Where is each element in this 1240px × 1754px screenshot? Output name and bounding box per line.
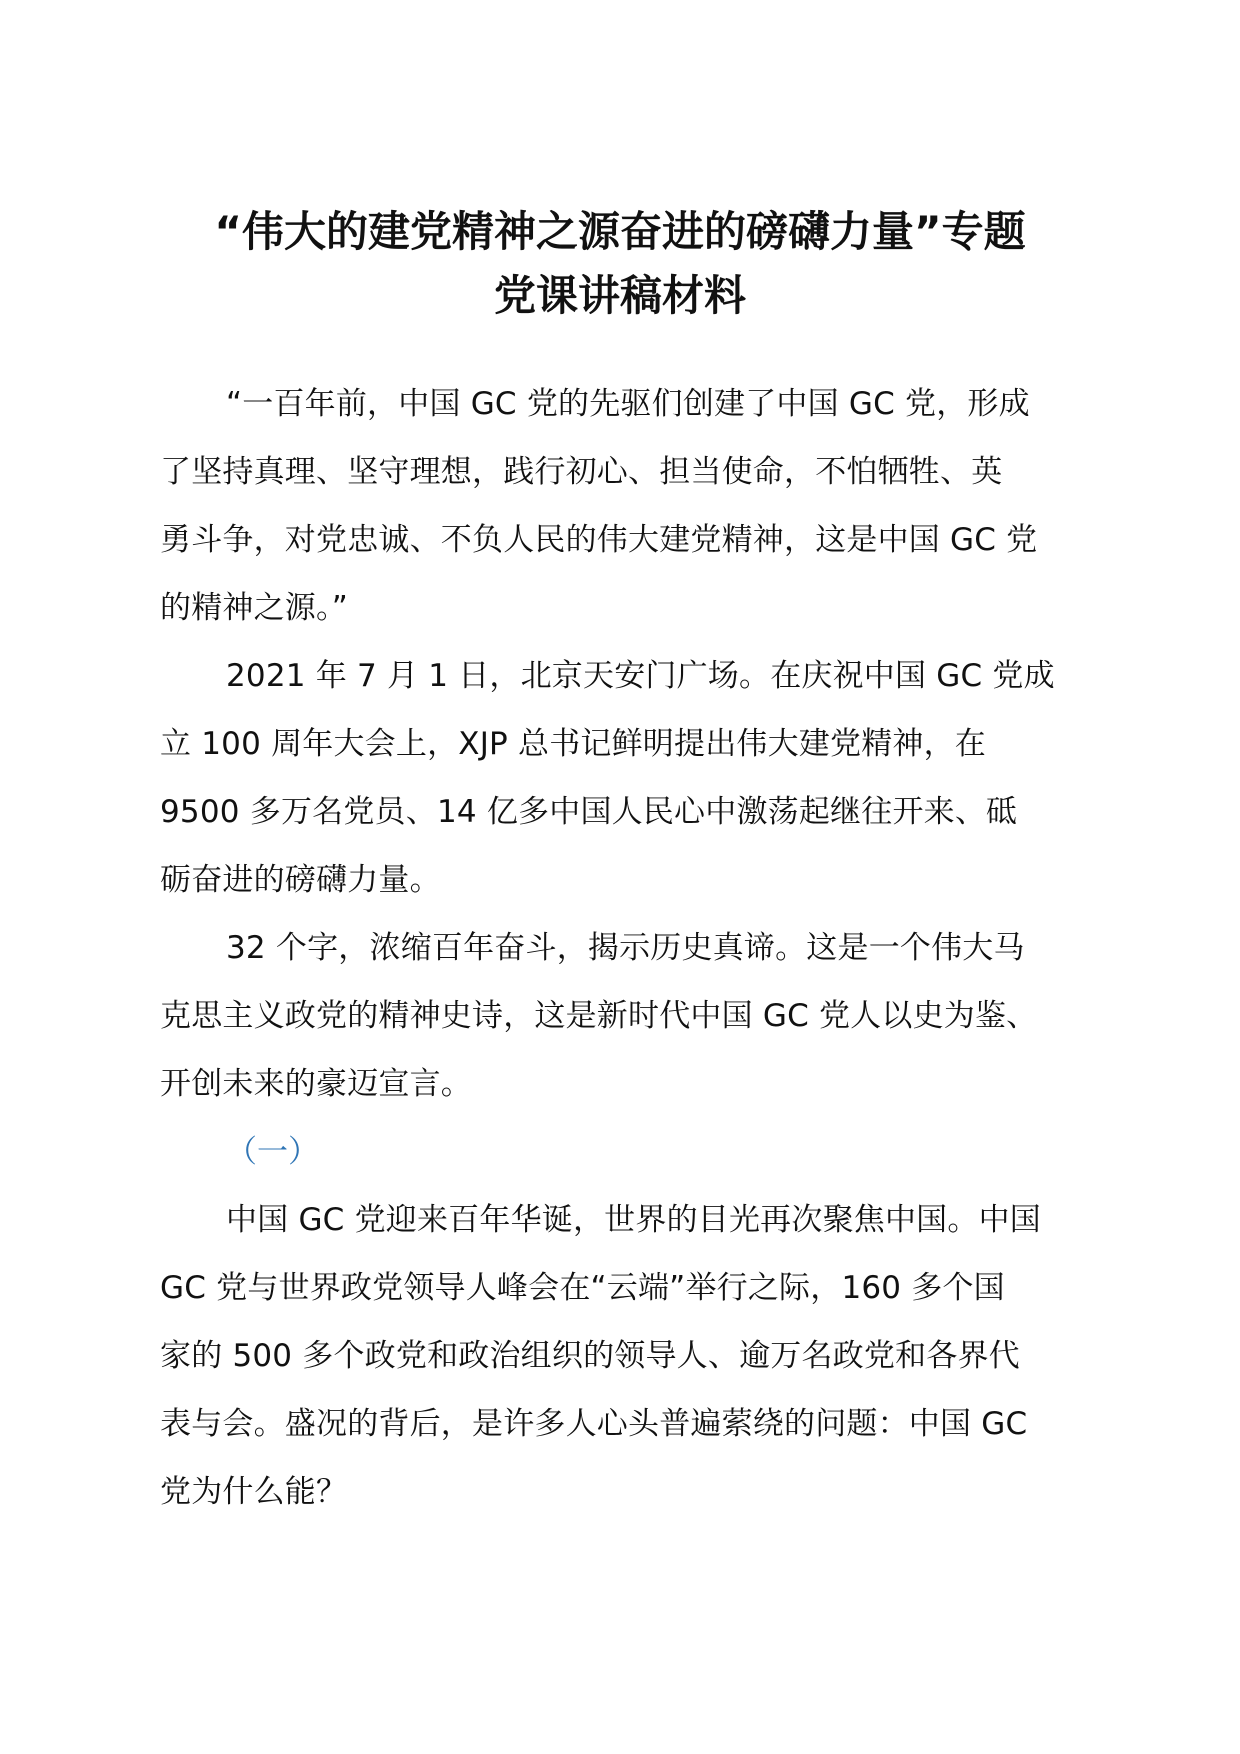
paragraph-line: GC 党与世界政党领导人峰会在“云端”举行之际，160 多个国 bbox=[160, 1270, 1005, 1306]
title-line-2: 党课讲稿材料 bbox=[493, 271, 746, 320]
document-title bbox=[150, 200, 1090, 328]
paragraph-line: 了坚持真理、坚守理想，践行初心、担当使命，不怕牺牲、英 bbox=[160, 454, 1003, 490]
paragraph-line: 克思主义政党的精神史诗，这是新时代中国 GC 党人以史为鉴、 bbox=[160, 998, 1038, 1034]
paragraph-section-one bbox=[160, 1186, 1090, 1526]
paragraph-line: 开创未来的豪迈宣言。 bbox=[160, 1066, 472, 1102]
paragraph-line: 家的 500 多个政党和政治组织的领导人、逾万名政党和各界代 bbox=[160, 1338, 1020, 1374]
paragraph-line: 勇斗争，对党忠诚、不负人民的伟大建党精神，这是中国 GC 党 bbox=[160, 522, 1038, 558]
paragraph-line: 表与会。盛况的背后，是许多人心头普遍萦绕的问题：中国 GC bbox=[160, 1406, 1028, 1442]
paragraph-line: 党为什么能？ bbox=[160, 1474, 348, 1510]
title-line-1: “伟大的建党精神之源奋进的磅礴力量”专题 bbox=[214, 207, 1026, 256]
paragraph-summary bbox=[160, 914, 1090, 1118]
paragraph-event bbox=[160, 642, 1090, 914]
paragraph-quote bbox=[160, 370, 1090, 642]
paragraph-line: 的精神之源。” bbox=[160, 590, 348, 626]
document-body bbox=[160, 370, 1090, 1526]
paragraph-line: 砺奋进的磅礴力量。 bbox=[160, 862, 441, 898]
paragraph-line: 中国 GC 党迎来百年华诞，世界的目光再次聚焦中国。中国 bbox=[226, 1202, 1041, 1238]
paragraph-line: 9500 多万名党员、14 亿多中国人民心中激荡起继往开来、砥 bbox=[160, 794, 1018, 830]
paragraph-line: 2021 年 7 月 1 日，北京天安门广场。在庆祝中国 GC 党成 bbox=[226, 658, 1055, 694]
paragraph-line: 32 个字，浓缩百年奋斗，揭示历史真谛。这是一个伟大马 bbox=[226, 930, 1025, 966]
section-heading-one: （一） bbox=[226, 1134, 319, 1170]
paragraph-line: “一百年前，中国 GC 党的先驱们创建了中国 GC 党，形成 bbox=[226, 386, 1030, 422]
paragraph-line: 立 100 周年大会上，XJP 总书记鲜明提出伟大建党精神，在 bbox=[160, 726, 987, 762]
